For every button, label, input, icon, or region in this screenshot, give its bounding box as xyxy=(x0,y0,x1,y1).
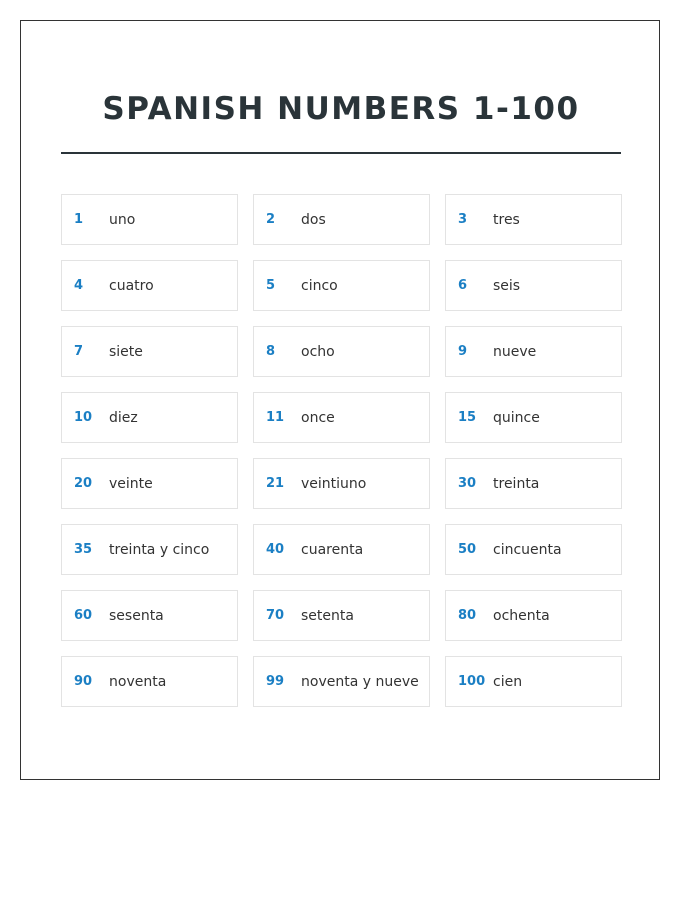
number-value: 9 xyxy=(458,344,468,359)
number-word: veintiuno xyxy=(301,475,367,492)
number-card xyxy=(61,326,238,377)
number-card xyxy=(445,392,622,443)
number-card xyxy=(61,194,238,245)
number-value: 50 xyxy=(458,542,477,557)
number-value: 7 xyxy=(74,344,84,359)
number-word: ocho xyxy=(301,343,335,360)
number-card xyxy=(253,524,430,575)
number-word: uno xyxy=(109,211,136,228)
number-word: nueve xyxy=(493,343,537,360)
number-word: siete xyxy=(109,343,143,360)
page-title: SPANISH NUMBERS 1-100 xyxy=(102,91,580,127)
number-card xyxy=(61,590,238,641)
number-card xyxy=(253,194,430,245)
number-value: 11 xyxy=(266,410,285,425)
number-card xyxy=(445,458,622,509)
number-card xyxy=(253,326,430,377)
number-card xyxy=(61,392,238,443)
number-value: 15 xyxy=(458,410,477,425)
number-word: cinco xyxy=(301,277,338,294)
number-value: 5 xyxy=(266,278,276,293)
number-word: once xyxy=(301,409,335,426)
number-value: 2 xyxy=(266,212,276,227)
number-word: cincuenta xyxy=(493,541,562,558)
number-value: 30 xyxy=(458,476,477,491)
number-value: 60 xyxy=(74,608,93,623)
number-word: dos xyxy=(301,211,326,228)
number-card xyxy=(253,590,430,641)
worksheet xyxy=(20,20,660,780)
number-card xyxy=(445,194,622,245)
number-value: 21 xyxy=(266,476,285,491)
number-card xyxy=(61,260,238,311)
number-value: 8 xyxy=(266,344,276,359)
number-value: 80 xyxy=(458,608,477,623)
number-card xyxy=(445,590,622,641)
number-card xyxy=(253,392,430,443)
number-word: seis xyxy=(493,277,521,294)
number-card xyxy=(445,524,622,575)
number-word: noventa xyxy=(109,673,167,690)
number-value: 10 xyxy=(74,410,93,425)
number-value: 20 xyxy=(74,476,93,491)
number-card xyxy=(253,656,430,707)
number-value: 4 xyxy=(74,278,84,293)
number-value: 6 xyxy=(458,278,468,293)
number-word: veinte xyxy=(109,475,153,492)
number-card xyxy=(253,458,430,509)
number-value: 1 xyxy=(74,212,84,227)
number-card xyxy=(61,458,238,509)
number-word: cuatro xyxy=(109,277,154,294)
number-card xyxy=(61,524,238,575)
number-word: treinta xyxy=(493,475,540,492)
number-value: 3 xyxy=(458,212,468,227)
number-card xyxy=(445,326,622,377)
number-value: 90 xyxy=(74,674,93,689)
number-word: treinta y cinco xyxy=(109,541,210,558)
number-value: 99 xyxy=(266,674,285,689)
number-value: 70 xyxy=(266,608,285,623)
number-word: cuarenta xyxy=(301,541,364,558)
number-word: cien xyxy=(493,673,523,690)
number-card xyxy=(61,656,238,707)
number-word: tres xyxy=(493,211,520,228)
number-card xyxy=(253,260,430,311)
number-word: setenta xyxy=(301,607,354,624)
number-value: 35 xyxy=(74,542,93,557)
number-value: 40 xyxy=(266,542,285,557)
number-word: sesenta xyxy=(109,607,164,624)
number-word: quince xyxy=(493,409,540,426)
title-divider xyxy=(61,152,621,154)
number-word: ochenta xyxy=(493,607,550,624)
number-word: noventa y nueve xyxy=(301,673,419,690)
numbers-grid xyxy=(61,194,621,707)
number-word: diez xyxy=(109,409,138,426)
number-card xyxy=(445,656,622,707)
number-card xyxy=(445,260,622,311)
number-value: 100 xyxy=(458,674,486,689)
